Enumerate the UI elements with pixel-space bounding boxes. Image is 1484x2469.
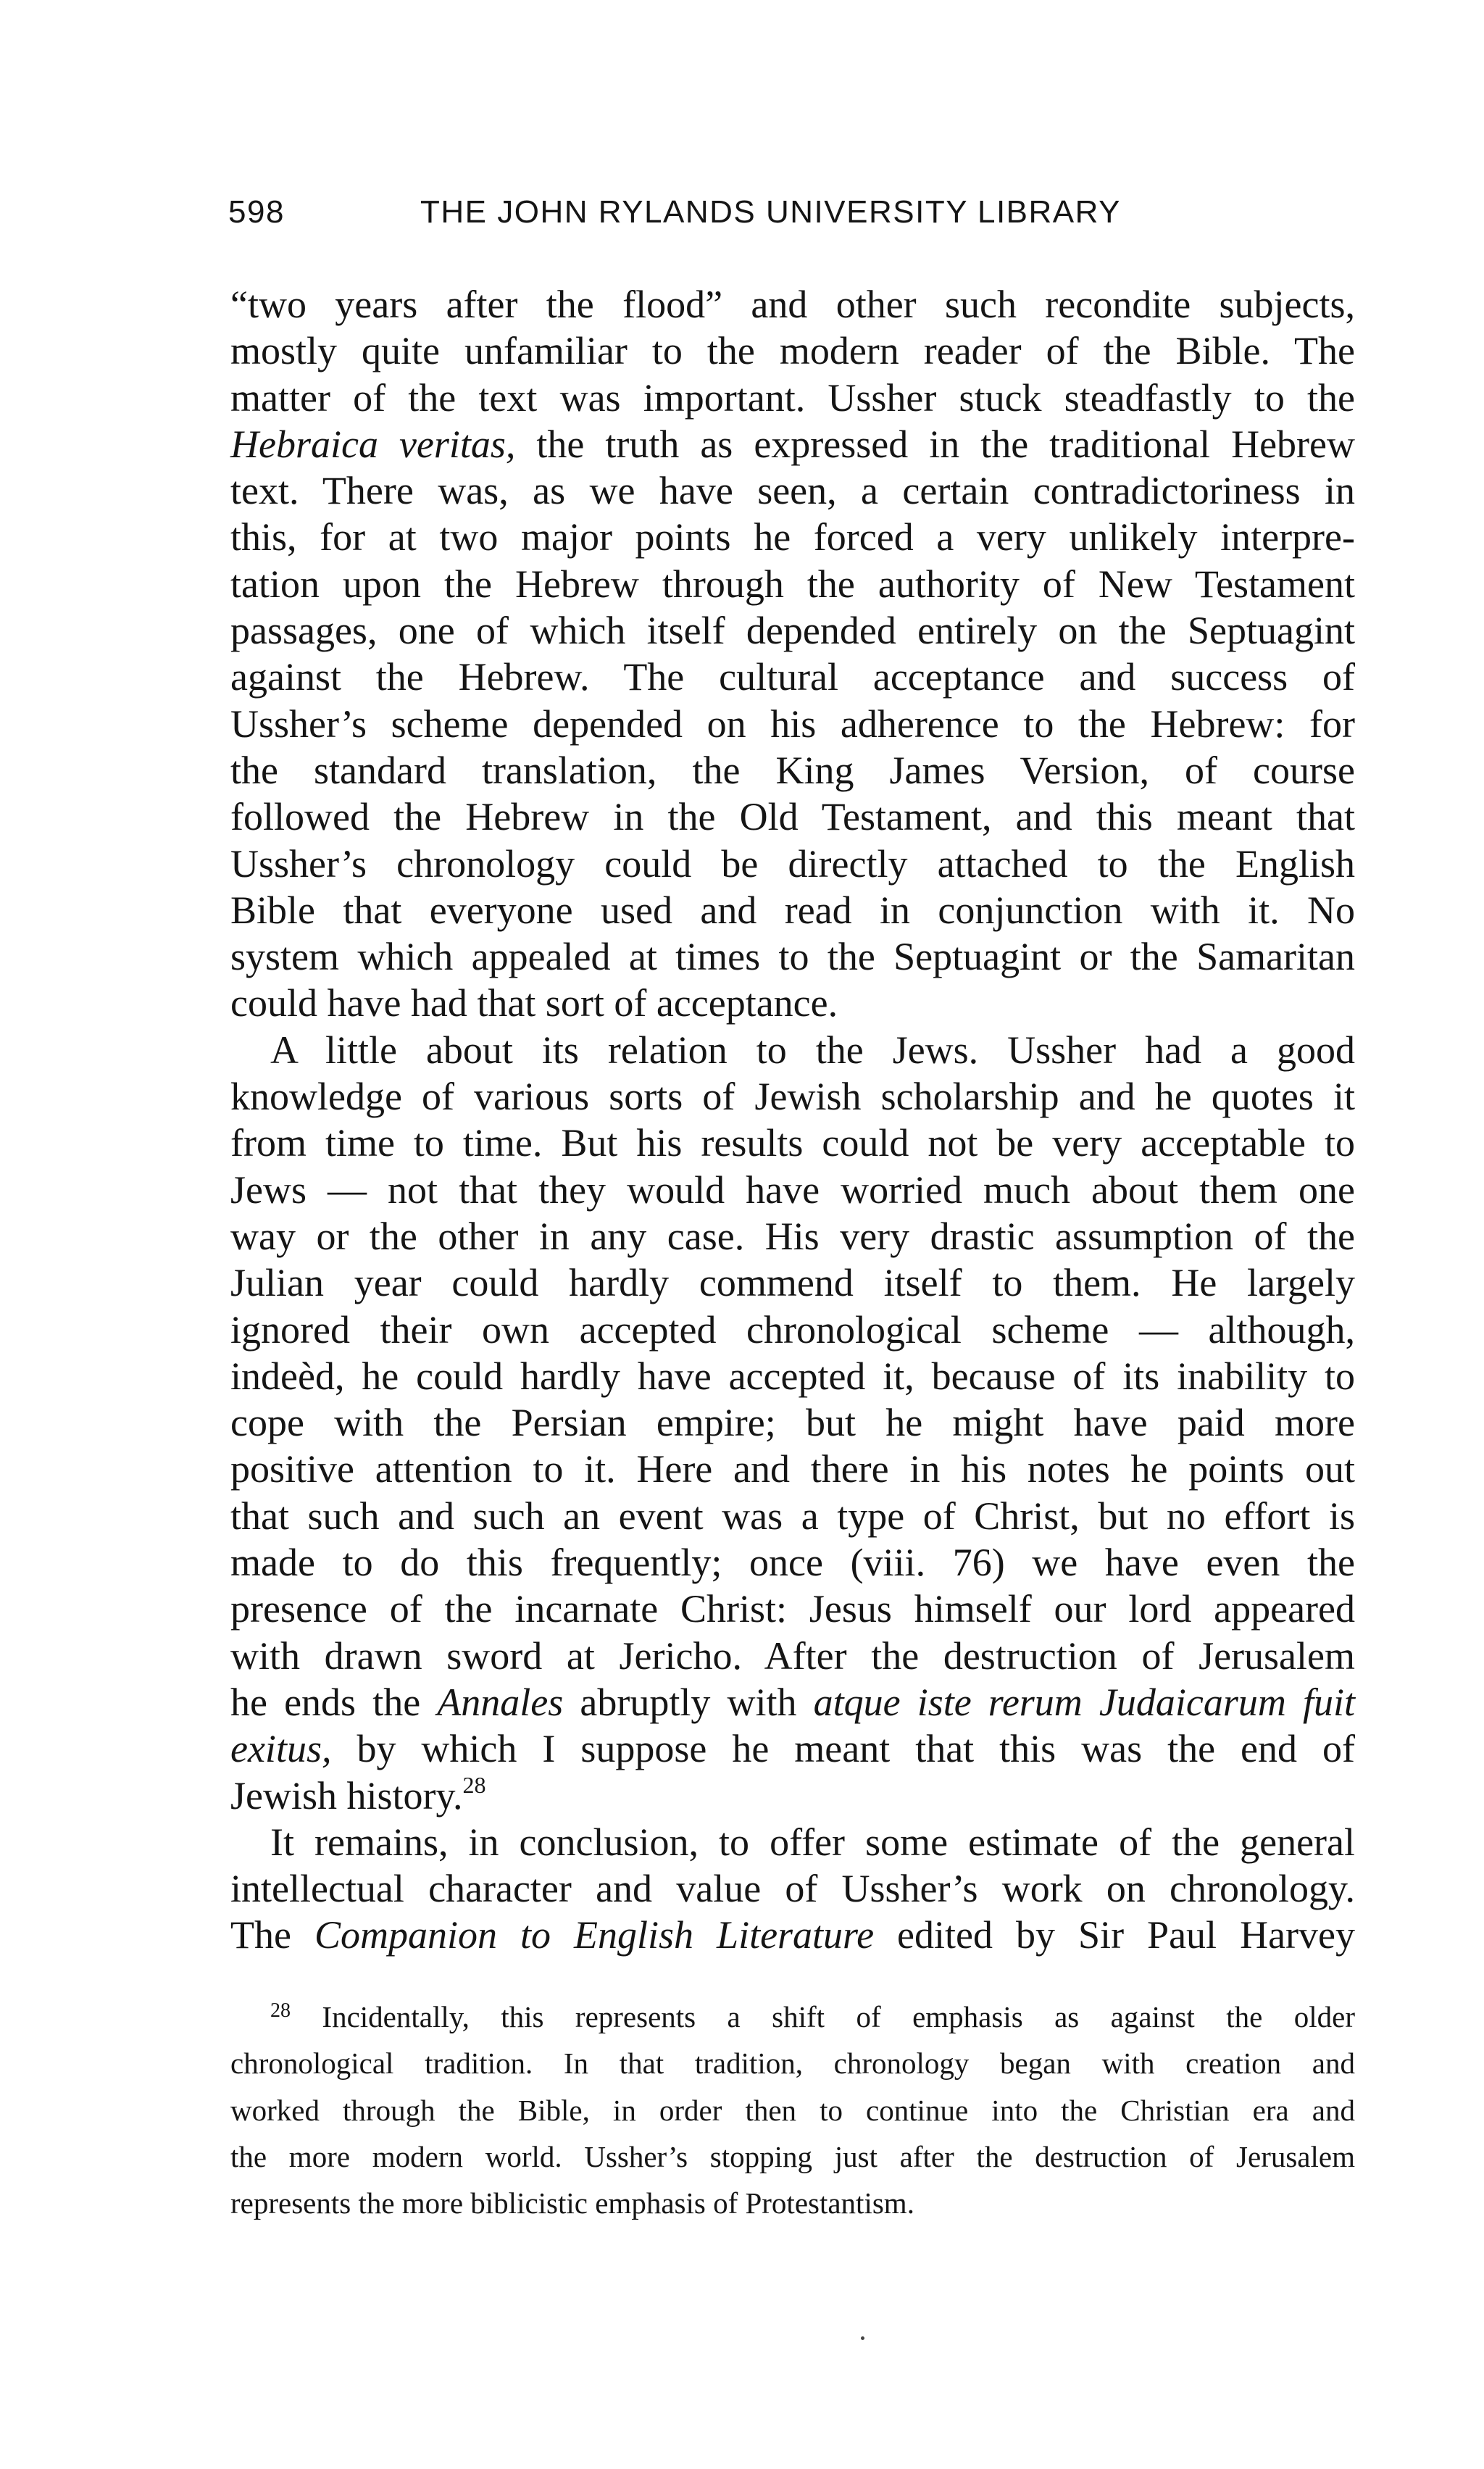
text-line: presence of the incarnate Christ: Jesus himself our lord appeared (230, 1587, 1355, 1631)
text-line: with drawn sword at Jericho. After the destruction of Jerusalem (230, 1633, 1355, 1678)
text-line: the standard translation, the King James Version, of course (230, 748, 1355, 792)
text-line: matter of the text was important. Ussher stuck steadfastly to the (230, 375, 1355, 420)
footnote-line: worked through the Bible, in order then to continue into the Christian era and (230, 2093, 1355, 2127)
text-line: ignored their own accepted chronological scheme — although, (230, 1307, 1355, 1352)
text-line: that such and such an event was a type of Christ, but no effort is (230, 1494, 1355, 1538)
text-span: edited by Sir Paul Harvey (874, 1913, 1355, 1957)
running-head (228, 194, 1388, 245)
italic-title: Companion to English Literature (314, 1913, 875, 1957)
text-line: against the Hebrew. The cultural acceptance and success of (230, 655, 1355, 699)
text-line: Bible that everyone used and read in conjunction with it. No (230, 888, 1355, 932)
text-span: Jewish history. (230, 1773, 463, 1818)
text-line: Julian year could hardly commend itself to them. He largely (230, 1261, 1355, 1305)
text-line: Ussher’s scheme depended on his adherence to the Hebrew: for (230, 701, 1355, 746)
text-line: positive attention to it. Here and there in his notes he points out (230, 1447, 1355, 1491)
footnote-ref: 28 (462, 1771, 486, 1798)
text-line (230, 421, 1355, 467)
text-line: system which appealed at times to the Septuagint or the Samaritan (230, 935, 1355, 979)
text-line: from time to time. But his results could not be very acceptable to (230, 1121, 1355, 1165)
text-line: could have had that sort of acceptance. (230, 981, 838, 1025)
italic-quote: atque iste rerum Judaicarum fuit (813, 1680, 1355, 1724)
text-line: knowledge of various sorts of Jewish scholarship and he quotes it (230, 1075, 1355, 1119)
text-line: “two years after the flood” and other such recondite subjects, (230, 283, 1355, 326)
text-line: text. There was, as we have seen, a certain contradictoriness in (230, 469, 1355, 513)
text-line: Ussher’s chronology could be directly attached to the English (230, 841, 1355, 886)
text-span: The (230, 1913, 314, 1957)
italic-quote: exitus, (230, 1727, 332, 1771)
text-line: made to do this frequently; once (viii. 76) we have even the (230, 1541, 1355, 1585)
text-line: cope with the Persian empire; but he might have paid more (230, 1401, 1355, 1445)
footnote-line: chronological tradition. In that tradition, chronology began with creation and (230, 2047, 1355, 2081)
italic-phrase: Hebraica veritas, (230, 422, 516, 466)
footnote-line: represents the more biblicistic emphasis of Protestantism. (230, 2186, 914, 2220)
text-span: Incidentally, this represents a shift of emphasis as against the older (291, 2000, 1355, 2033)
text-line: tation upon the Hebrew through the authority of New Testament (230, 562, 1355, 606)
text-line: followed the Hebrew in the Old Testament, and this meant that (230, 795, 1355, 839)
text-span: by which I suppose he meant that this was the end of (331, 1727, 1355, 1771)
text-line: indeèd, he could hardly have accepted it, because of its inability to (230, 1354, 1355, 1398)
footnote-line: the more modern world. Ussher’s stopping just after the destruction of Jerusalem (230, 2139, 1355, 2173)
text-line: mostly quite unfamiliar to the modern reader of the Bible. The (230, 329, 1355, 373)
text-line: It remains, in conclusion, to offer some estimate of the general (270, 1820, 1355, 1864)
text-line (230, 1912, 1355, 1958)
text-line: Jews — not that they would have worried much about them one (230, 1167, 1355, 1212)
body-text (230, 281, 1355, 1959)
text-span: the truth as expressed in the traditional Hebrew (515, 422, 1355, 466)
running-title: THE JOHN RYLANDS UNIVERSITY LIBRARY (420, 194, 1121, 230)
text-line (230, 1725, 1355, 1772)
italic-title: Annales (437, 1680, 564, 1724)
scan-speck (861, 2336, 864, 2340)
page-number: 598 (228, 194, 285, 230)
footnote (230, 1999, 1355, 2231)
text-span: he ends the (230, 1680, 438, 1724)
footnote-line (230, 1999, 1355, 2045)
text-line: way or the other in any case. His very drastic assumption of the (230, 1214, 1355, 1258)
footnote-number: 28 (270, 1999, 291, 2022)
text-line: intellectual character and value of Ussher’s work on chronology. (230, 1867, 1355, 1911)
text-span: abruptly with (563, 1680, 814, 1724)
text-line (230, 1773, 1355, 1819)
text-line (230, 1679, 1355, 1725)
text-line: passages, one of which itself depended entirely on the Septuagint (230, 609, 1355, 653)
text-line: this, for at two major points he forced a very unlikely interpre- (230, 515, 1355, 559)
text-line: A little about its relation to the Jews. Ussher had a good (270, 1028, 1355, 1072)
